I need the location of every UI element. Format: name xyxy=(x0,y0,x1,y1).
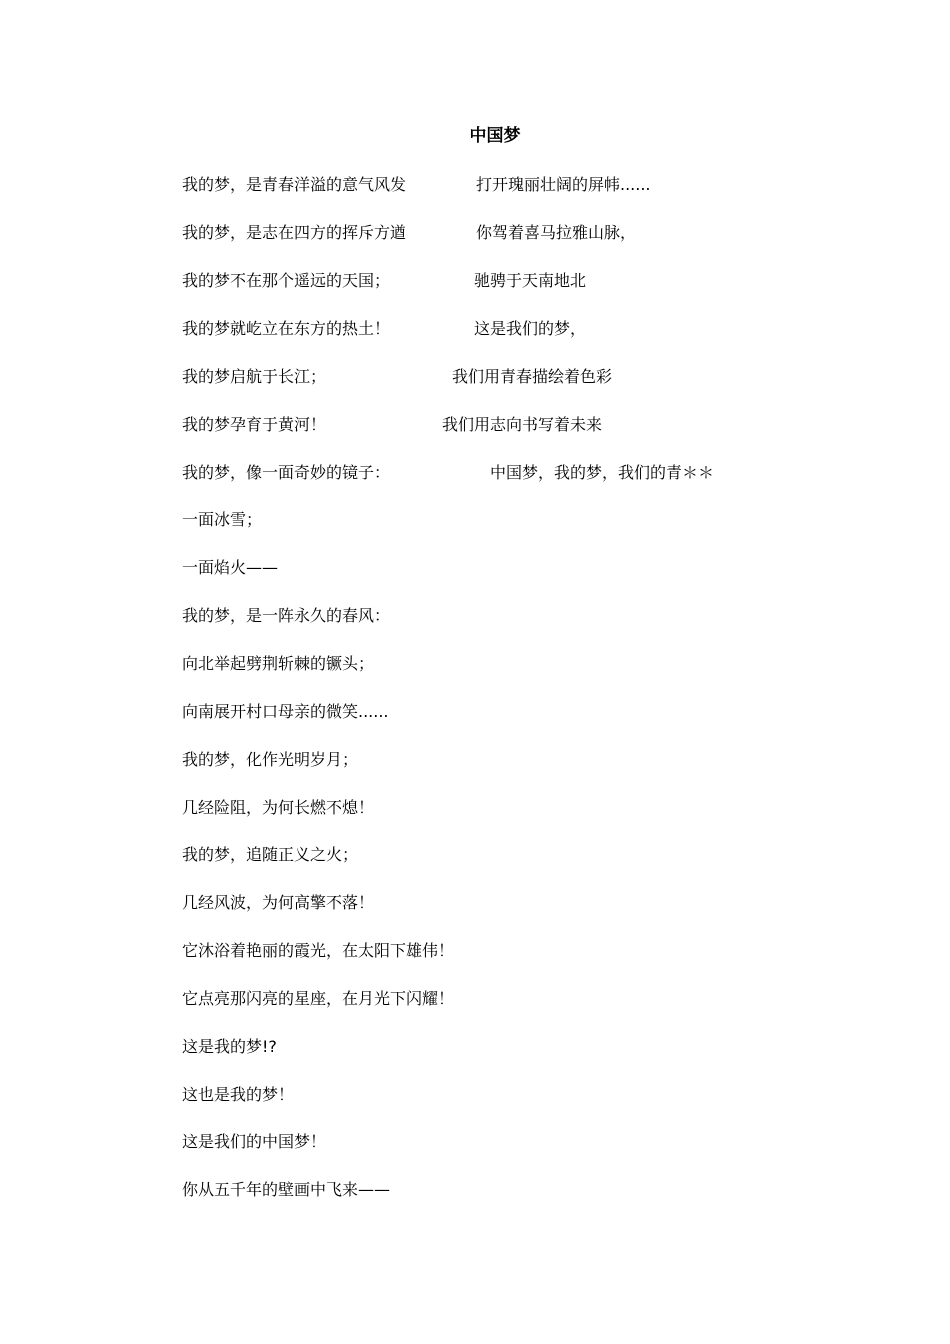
poem-line: 这也是我的梦！ xyxy=(182,1085,295,1104)
poem-line: 我的梦不在那个遥远的天国； xyxy=(182,271,391,290)
poem-line-right: 我们用青春描绘着色彩 xyxy=(452,367,613,386)
poem-line-right: 你驾着喜马拉雅山脉， xyxy=(476,223,637,242)
poem-line: 我的梦，是志在四方的挥斥方遒 xyxy=(182,223,407,242)
poem-line-right: 我们用志向书写着未来 xyxy=(442,415,603,434)
poem-line-right: 驰骋于天南地北 xyxy=(474,271,587,290)
poem-title: 中国梦 xyxy=(469,126,521,146)
poem-line-right: 打开瑰丽壮阔的屏帏...... xyxy=(476,175,651,194)
poem-line: 我的梦，像一面奇妙的镜子： xyxy=(182,463,391,482)
poem-line: 一面冰雪； xyxy=(182,510,263,529)
poem-line: 我的梦孕育于黄河！ xyxy=(182,415,327,434)
poem-line: 我的梦，化作光明岁月； xyxy=(182,750,359,769)
poem-line-right: 这是我们的梦， xyxy=(474,319,587,338)
poem-line: 向南展开村口母亲的微笑...... xyxy=(182,702,389,721)
poem-line: 你从五千年的壁画中飞来—— xyxy=(182,1180,391,1199)
poem-line: 我的梦就屹立在东方的热土！ xyxy=(182,319,391,338)
poem-line: 一面焰火—— xyxy=(182,558,279,577)
poem-line: 我的梦，追随正义之火； xyxy=(182,845,359,864)
poem-line: 它点亮那闪亮的星座，在月光下闪耀！ xyxy=(182,989,455,1008)
poem-line: 几经险阻，为何长燃不熄！ xyxy=(182,798,375,817)
poem-line: 它沐浴着艳丽的霞光，在太阳下雄伟！ xyxy=(182,941,455,960)
poem-line: 我的梦，是一阵永久的春风： xyxy=(182,606,391,625)
poem-line: 几经风波，为何高擎不落！ xyxy=(182,893,375,912)
poem-line: 我的梦启航于长江； xyxy=(182,367,327,386)
poem-line: 这是我的梦!? xyxy=(182,1037,277,1056)
poem-line: 我的梦，是青春洋溢的意气风发 xyxy=(182,175,407,194)
poem-line: 这是我们的中国梦！ xyxy=(182,1132,327,1151)
poem-line-right: 中国梦，我的梦，我们的青＊＊ xyxy=(490,463,715,482)
poem-line: 向北举起劈荆斩棘的镢头； xyxy=(182,654,375,673)
